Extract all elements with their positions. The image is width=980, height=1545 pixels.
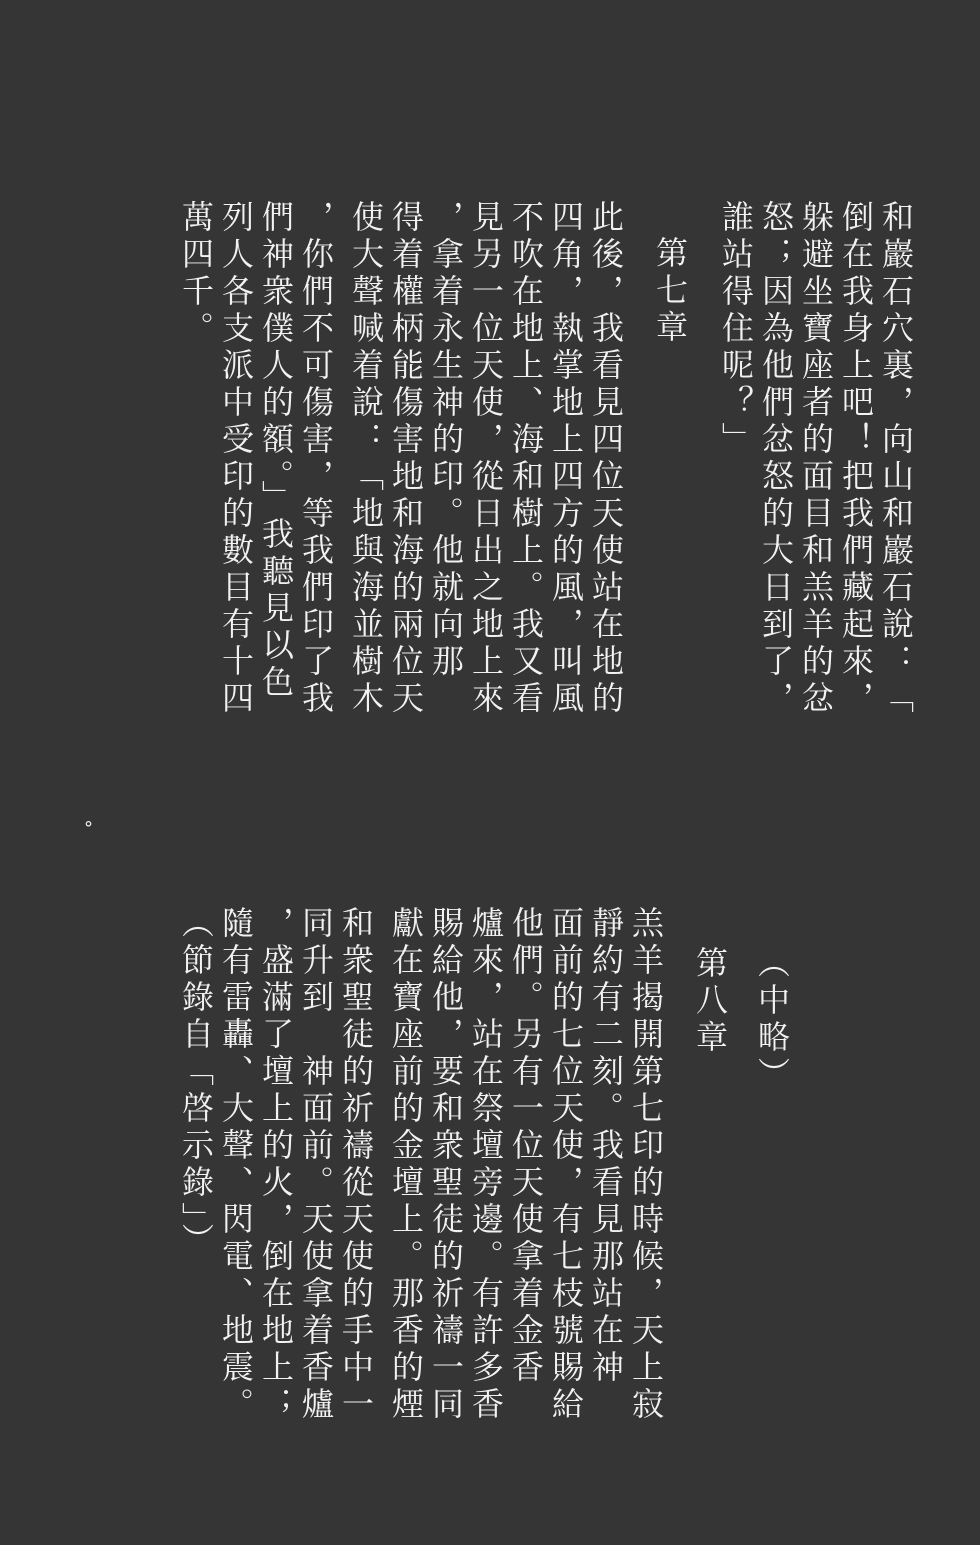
- text-column: 羔羊揭開第七印的時候，天上寂: [627, 906, 665, 1424]
- chapter-heading: 第七章: [651, 236, 689, 347]
- text-column: 列人各支派中受印的數目有十四: [217, 200, 255, 718]
- text-column: 和衆聖徒的祈禱從天使的手中一: [337, 906, 375, 1424]
- text-column: 同升到 神面前。天使拿着香爐: [297, 906, 335, 1424]
- chapter-heading: 第八章: [691, 946, 729, 1057]
- text-column: 倒在我身上吧！把我們藏起來，: [837, 200, 875, 718]
- text-column: 隨有雷轟、大聲、閃電、地震。: [217, 906, 255, 1424]
- source-citation: （節錄自「啓示錄」）: [177, 906, 215, 1260]
- text-column: 面前的七位天使，有七枝號賜給: [547, 906, 585, 1424]
- text-column: 此後，我看見四位天使站在地的: [587, 200, 625, 718]
- text-column: 怒；因為他們忿怒的大日到了，: [757, 200, 795, 718]
- text-column: 靜約有二刻。我看見那站在神: [587, 906, 625, 1387]
- text-column: 萬四千。: [177, 200, 215, 348]
- text-column: 得着權柄能傷害地和海的兩位天: [387, 200, 425, 718]
- text-column: 和巖石穴裏，向山和巖石說：「: [877, 200, 915, 718]
- text-column: 四角，執掌地上四方的風，叫風: [547, 200, 585, 718]
- text-column: 使大聲喊着說：「地與海並樹木: [347, 200, 385, 718]
- text-column: 爐來，站在祭壇旁邊。有許多香: [467, 906, 505, 1424]
- text-column: 見另一位天使，從日出之地上來: [467, 200, 505, 718]
- text-column: 們神衆僕人的額。」我聽見以色: [257, 200, 295, 702]
- text-column: ，拿着永生神的印。他就向那: [427, 200, 465, 681]
- text-column: ，你們不可傷害，等我們印了我: [297, 200, 335, 718]
- text-column: 不吹在地上、海和樹上。我又看: [507, 200, 545, 718]
- text-column: 他們。另有一位天使拿着金香: [507, 906, 545, 1387]
- text-column: 躲避坐寶座者的面目和羔羊的忿: [797, 200, 835, 718]
- text-column: 賜給他，要和衆聖徒的祈禱一同: [427, 906, 465, 1424]
- text-column: 誰站得住呢？」: [717, 200, 755, 459]
- omission-note: （中略）: [753, 946, 791, 1094]
- text-column: ，盛滿了壇上的火，倒在地上；: [257, 906, 295, 1424]
- stray-mark: °: [84, 818, 93, 839]
- text-column: 獻在寶座前的金壇上。那香的煙: [387, 906, 425, 1424]
